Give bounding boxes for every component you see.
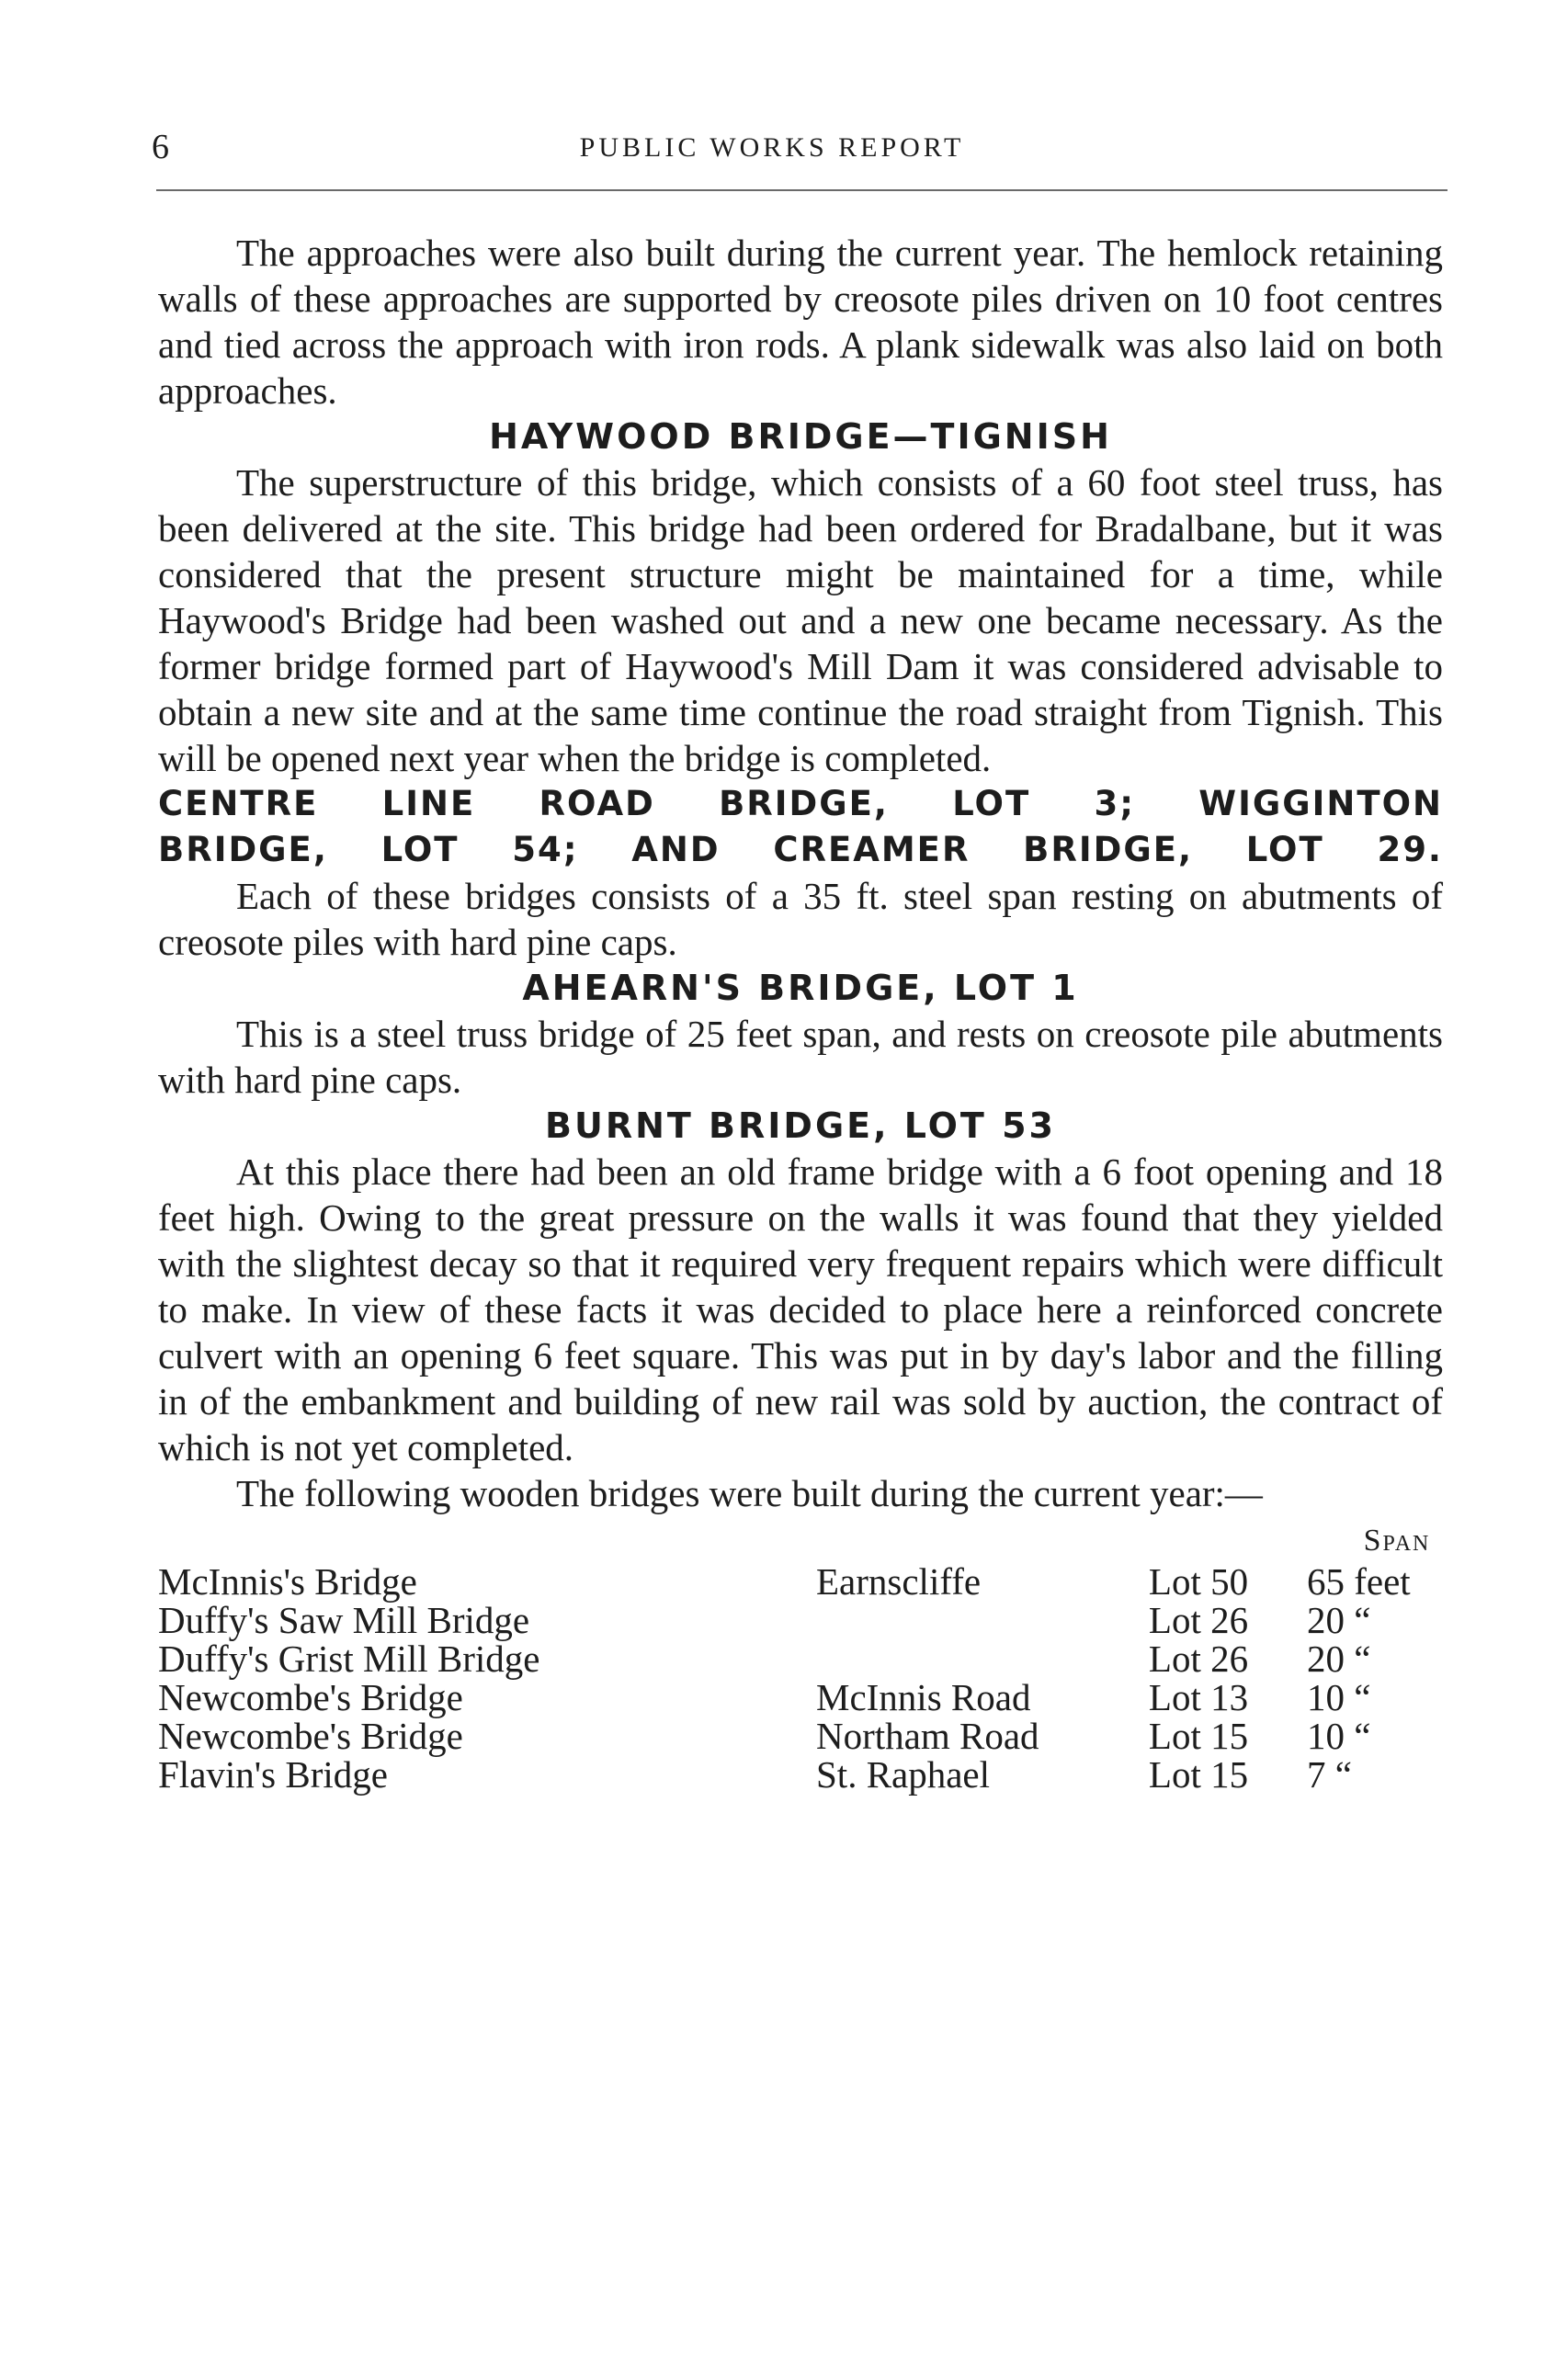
header-divider [156,189,1448,191]
table-row [158,1717,1463,1755]
bridge-span: 10 “ [1307,1676,1371,1718]
bridge-span: 65 feet [1307,1560,1411,1603]
bridge-span: 20 “ [1307,1638,1371,1680]
bridge-location: Northam Road [816,1715,1039,1757]
burnt-bridge-paragraph: At this place there had been an old frame bridge with a 6 foot opening and 18 feet high. Owing to the great pressure on the walls it was found that they yielded with the slightest decay so that it required very frequent repairs which were difficult to make. In view of these facts it was decided to place here a reinforced concrete culvert with an opening 6 feet square. This was put in by day's labor and the filling in of the embankment and building of new rail was sold by auction, the contract of which is not yet completed. [158,1150,1443,1468]
bridge-name: McInnis's Bridge [158,1560,417,1603]
table-row [158,1601,1463,1639]
centre-line-paragraph: Each of these bridges consists of a 35 ft. steel span resting on abutments of creosote piles with hard pine caps. [158,875,1443,963]
burnt-bridge-heading: BURNT BRIDGE, LOT 53 [545,1105,1056,1146]
bridge-span: 7 “ [1307,1753,1352,1796]
bridge-lot: Lot 50 [1148,1560,1249,1603]
table-row [158,1755,1463,1794]
bridge-name: Newcombe's Bridge [158,1676,463,1718]
table-row [158,1639,1463,1678]
centre-line-heading-line2: BRIDGE, LOT 54; AND CREAMER BRIDGE, LOT 29. [158,830,1443,869]
haywood-bridge-paragraph: The superstructure of this bridge, which consists of a 60 foot steel truss, has been delivered at the site. This bridge had been ordered for Bradalbane, but it was considered that the present structure might be maintained for a time, while Haywood's Bridge had been washed out and a new one became necessary. As the former bridge formed part of Haywood's Mill Dam it was considered advisable to obtain a new site and at the same time continue the road straight from Tignish. This will be opened next year when the bridge is completed. [158,461,1443,779]
bridge-lot: Lot 13 [1148,1676,1249,1718]
bridge-lot: Lot 15 [1148,1753,1249,1796]
ahearn-bridge-paragraph: This is a steel truss bridge of 25 feet span, and rests on creosote pile abutments with hard pine caps. [158,1013,1443,1101]
bridge-span: 10 “ [1307,1715,1371,1757]
table-row [158,1562,1463,1601]
centre-line-heading-line1: CENTRE LINE ROAD BRIDGE, LOT 3; WIGGINTON [158,784,1443,823]
bridge-location: St. Raphael [816,1753,991,1796]
haywood-bridge-heading: HAYWOOD BRIDGE—TIGNISH [489,416,1112,457]
table-header-row [158,1522,1463,1562]
bridge-lot: Lot 26 [1148,1599,1249,1641]
intro-paragraph: The approaches were also built during the current year. The hemlock retaining walls of these approaches are supported by creosote piles driven on 10 foot centres and tied across the approach with iron rods. A plank sidewalk was also laid on both approaches. [158,232,1443,412]
page-body [158,230,1443,1794]
bridge-name: Newcombe's Bridge [158,1715,463,1757]
table-row [158,1678,1463,1717]
bridge-name: Duffy's Saw Mill Bridge [158,1599,530,1641]
bridge-location: McInnis Road [816,1676,1031,1718]
wooden-bridges-table [158,1522,1463,1794]
ahearn-bridge-heading: AHEARN'S BRIDGE, LOT 1 [522,968,1079,1008]
bridge-name: Flavin's Bridge [158,1753,388,1796]
wooden-bridges-intro: The following wooden bridges were built during the current year:— [236,1472,1263,1514]
bridge-name: Duffy's Grist Mill Bridge [158,1638,540,1680]
bridge-span: 20 “ [1307,1599,1371,1641]
bridge-lot: Lot 26 [1148,1638,1249,1680]
bridge-lot: Lot 15 [1148,1715,1249,1757]
span-column-header: Span [1363,1524,1431,1558]
bridge-location: Earnscliffe [816,1560,982,1603]
running-title: PUBLIC WORKS REPORT [579,132,965,163]
page-number: 6 [152,128,169,166]
